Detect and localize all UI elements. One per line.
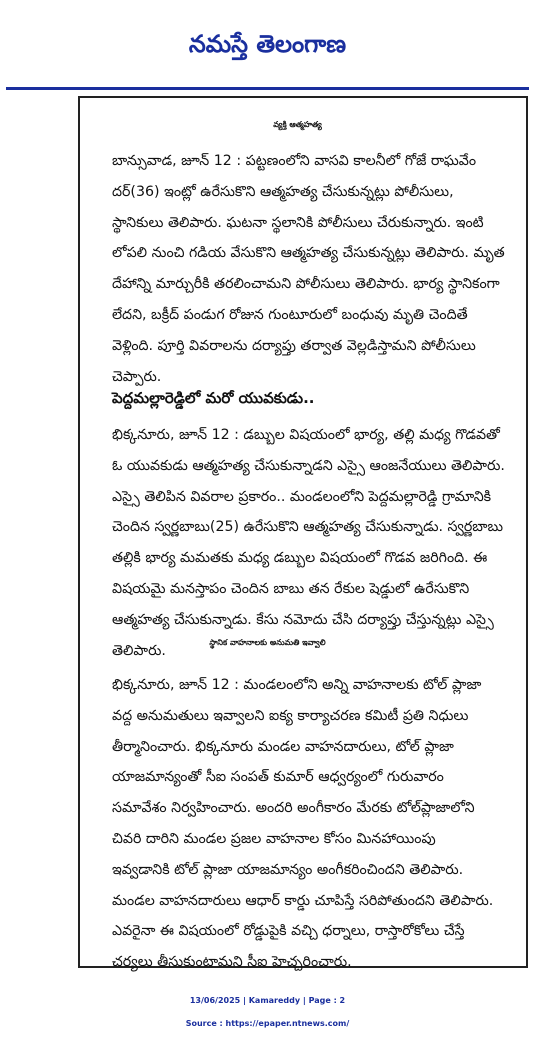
article2-line: భిక్కనూరు, జూన్ 12 : డబ్బుల విషయంలో భార్య, తల్లి మధ్య గొడవతో bbox=[112, 427, 500, 443]
article3-line: మండల వాహనదారులు ఆధార్ కార్డు చూపిస్తే సరిపోతుందని తెలిపారు. bbox=[112, 892, 494, 909]
article1-line: బాన్సువాడ, జూన్ 12 : పట్టణంలోని వాసవి కాలనీలో గోజే రాఘవేం bbox=[112, 153, 477, 169]
article1-line: లేదని, బక్రీద్ పండుగ రోజున గుంటూరులో బంధువు మృతి చెందితే bbox=[112, 306, 468, 323]
article2-subhead: పెద్దమల్లారెడ్డిలో మరో యువకుడు.. bbox=[112, 389, 315, 407]
article1-line: వెళ్లింది. పూర్తి వివరాలను దర్యాప్తు తర్వాత వెల్లడిస్తామని పోలీసులు bbox=[112, 337, 476, 354]
article2-line: ఆత్మహత్య చేసుకున్నాడు. కేసు నమోదు చేసి దర్యాప్తు చేస్తున్నట్లు ఎస్సై bbox=[112, 611, 494, 628]
article3-line: యాజమాన్యంతో సీఐ సంపత్ కుమార్ ఆధ్వర్యంలో గురువారం bbox=[112, 769, 444, 786]
newspaper-logo: నమస్తే తెలంగాణ bbox=[188, 30, 347, 58]
article1-line: దర్(36) ఇంట్లో ఉరేసుకొని ఆత్మహత్య చేసుకున్నట్లు పోలీసులు, bbox=[112, 183, 454, 200]
article3-line: వద్ద అనుమతులు ఇవ్వాలని ఐక్య కార్యాచరణ కమిటీ ప్రతి నిధులు bbox=[112, 707, 469, 724]
article3-line: ఎవరైనా ఈ విషయంలో రోడ్డుపైకి వచ్చి ధర్నాలు, రాస్తారోకోలు చేస్తే bbox=[112, 923, 465, 940]
article2-line: తెలిపారు. bbox=[112, 642, 166, 659]
article3-line: సమావేశం నిర్వహించారు. అందరి అంగీకారం మేరకు టోల్‌ప్లాజాలోని bbox=[112, 800, 475, 817]
article3-line: చివరి దారిని మండల ప్రజల వాహనాల కోసం మినహాయింపు bbox=[112, 830, 436, 847]
article3-line: చర్యలు తీసుకుంటామని సీఐ హెచ్చరించారు. bbox=[112, 954, 352, 971]
masthead bbox=[0, 0, 535, 92]
article3-line: ఇవ్వడానికి టోల్ ప్లాజా యాజమాన్యం అంగీకరించిందని తెలిపారు. bbox=[112, 861, 464, 878]
article3-body bbox=[112, 670, 527, 978]
footer-source: Source : https://epaper.ntnews.com/ bbox=[185, 1019, 350, 1028]
article1-headline: వ్యక్తి ఆత్మహత్య bbox=[273, 120, 322, 129]
article1-line: లోపలి నుంచి గడియ వేసుకొని ఆత్మహత్య చేసుకున్నట్లు తెలిపారు. మృత bbox=[112, 245, 505, 262]
masthead-rule bbox=[6, 87, 529, 90]
article1-line: దేహాన్ని మార్చురీకి తరలించామని పోలీసులు తెలిపారు. భార్య స్థానికంగా bbox=[112, 276, 500, 293]
article3-headline: స్థానిక వాహనాలకు అనుమతి ఇవ్వాలి bbox=[209, 638, 326, 647]
footer-edition-info: 13/06/2025 | Kamareddy | Page : 2 bbox=[189, 996, 346, 1005]
article2-line: ఓ యువకుడు ఆత్మహత్య చేసుకున్నాడని ఎస్సై ఆంజనేయులు తెలిపారు. bbox=[112, 457, 505, 474]
article3-line: భిక్కనూరు, జూన్ 12 : మండలంలోని అన్ని వాహనాలకు టోల్ ప్లాజా bbox=[112, 677, 482, 693]
article1-line: చెప్పారు. bbox=[112, 368, 162, 385]
article2-line: తల్లికి భార్య మమతకు మధ్య డబ్బుల విషయంలో గొడవ జరిగింది. ఈ bbox=[112, 550, 488, 567]
article3-line: తీర్మానించారు. భిక్కనూరు మండల వాహనదారులు, టోల్ ప్లాజా bbox=[112, 738, 454, 755]
article1-body bbox=[112, 146, 527, 392]
article2-line: విషయమై మనస్తాపం చెందిన బాబు తన రేకుల షెడ్డులో ఉరేసుకొని bbox=[112, 580, 470, 597]
article2-line: చెందిన స్వర్ణబాబు(25) ఉరేసుకొని ఆత్మహత్య చేసుకున్నాడు. స్వర్ణబాబు bbox=[112, 519, 503, 536]
article2-line: ఎస్సై తెలిపిన వివరాల ప్రకారం.. మండలంలోని పెద్దమల్లారెడ్డి గ్రామానికి bbox=[112, 488, 492, 505]
article1-line: స్థానికులు తెలిపారు. ఘటనా స్థలానికి పోలీసులు చేరుకున్నారు. ఇంటి bbox=[112, 214, 484, 231]
